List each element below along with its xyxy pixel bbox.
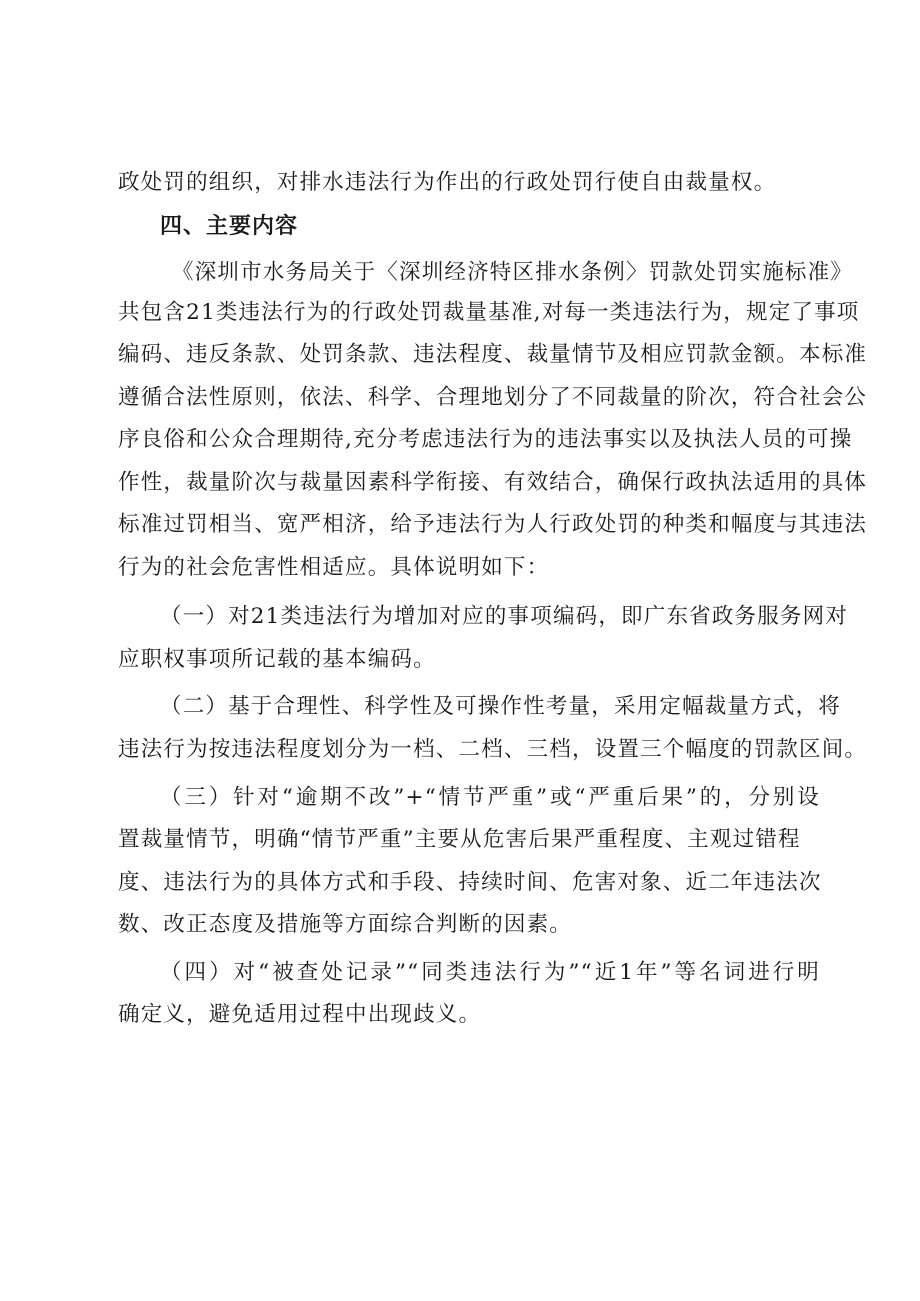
list-item-line: 确定义，避免适用过程中出现歧义。 (118, 1002, 482, 1027)
list-item-line: （一）对21类违法行为增加对应的事项编码，即广东省政务服务网对 (160, 604, 849, 629)
list-item-line: 应职权事项所记载的基本编码。 (118, 647, 436, 672)
paragraph-line: 政处罚的组织，对排水违法行为作出的行政处罚行使自由裁量权。 (118, 170, 777, 195)
list-item-line: （三）针对“逾期不改”+“情节严重”或“严重后果”的，分别设 (160, 785, 820, 810)
list-item-line: （二）基于合理性、科学性及可操作性考量，采用定幅裁量方式，将 (160, 694, 842, 719)
paragraph-line: 编码、违反条款、处罚条款、违法程度、裁量情节及相应罚款金额。本标准 (118, 342, 868, 367)
paragraph-line: 作性，裁量阶次与裁量因素科学衔接、有效结合，确保行政执法适用的具体 (118, 470, 868, 495)
list-item-line: 数、改正态度及措施等方面综合判断的因素。 (118, 912, 573, 937)
paragraph-line: 标准过罚相当、宽严相济，给予违法行为人行政处罚的种类和幅度与其违法 (118, 512, 868, 537)
list-item-line: 置裁量情节，明确“情节严重”主要从危害后果严重程度、主观过错程 (118, 827, 801, 852)
paragraph-line: 共包含21类违法行为的行政处罚裁量基准,对每一类违法行为，规定了事项 (118, 300, 860, 325)
paragraph-line: 序良俗和公众合理期待,充分考虑违法行为的违法事实以及执法人员的可操 (118, 427, 853, 452)
section-heading: 四、主要内容 (160, 214, 299, 239)
paragraph-line: 《深圳市水务局关于〈深圳经济特区排水条例〉罚款处罚实施标准》 (172, 260, 854, 285)
paragraph-line: 行为的社会危害性相适应。具体说明如下： (118, 555, 550, 580)
list-item-line: 度、违法行为的具体方式和手段、持续时间、危害对象、近二年违法次 (118, 870, 822, 895)
list-item-line: 违法行为按违法程度划分为一档、二档、三档，设置三个幅度的罚款区间。 (118, 737, 868, 762)
list-item-line: （四）对“被查处记录”“同类违法行为”“近1年”等名词进行明 (160, 960, 820, 985)
paragraph-line: 遵循合法性原则，依法、科学、合理地划分了不同裁量的阶次，符合社会公 (118, 385, 868, 410)
